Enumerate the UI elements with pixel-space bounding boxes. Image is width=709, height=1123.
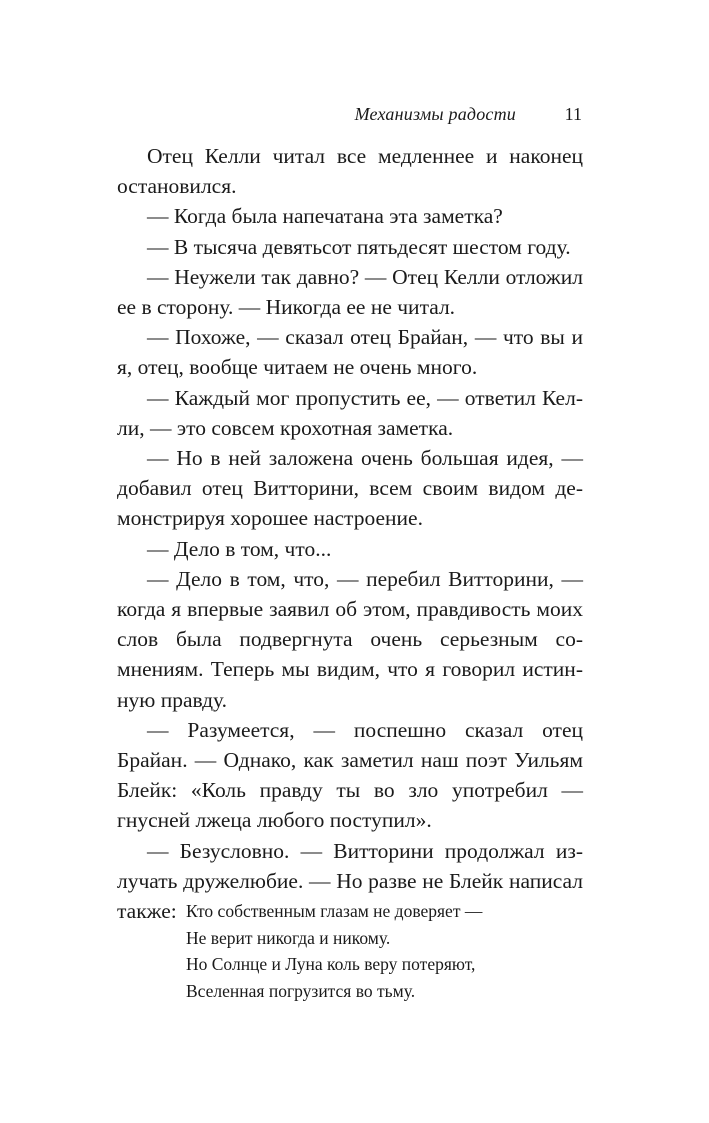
paragraph: — Неужели так давно? — Отец Келли отложил ее в сторону. — Никогда ее не читал. [117, 264, 583, 320]
paragraph: — Но в ней заложена очень большая идея, — добавил отец Витторини, всем своим видом демонстрируя хорошее настроение. [117, 446, 583, 531]
paragraph: Отец Келли читал все медленнее и наконец остановился. [117, 144, 583, 199]
poem-line: Не верит никогда и никому. [186, 927, 391, 948]
paragraph: — В тысяча девятьсот пятьдесят шестом году. [147, 234, 571, 259]
paragraph: — Разумеется, — поспешно сказал отец Брайан. — Однако, как заметил наш поэт Уильям Блейк: «Коль правду ты во зло употребил — гнусней лжеца любого поступил». [117, 717, 583, 833]
main-text [117, 141, 583, 926]
poem-line: Кто собственным глазам не доверяет — [186, 901, 483, 921]
paragraph: — Когда была напечатана эта заметка? [147, 204, 503, 229]
paragraph: — Дело в том, что... [147, 536, 332, 561]
page-header [0, 100, 709, 130]
poem-line: Вселенная погрузится во тьму. [186, 980, 416, 1001]
poem-line: Но Солнце и Луна коль веру потеряют, [186, 954, 476, 974]
paragraph: — Безусловно. — Витторини продолжал излучать дружелюбие. — Но разве не Блейк написал также: [117, 838, 583, 924]
paragraph: — Похоже, — сказал отец Брайан, — что вы и я, отец, вообще читаем не очень много. [117, 325, 583, 380]
running-title: Механизмы радости [354, 104, 516, 124]
page-number: 11 [564, 104, 582, 124]
poem-quote [186, 898, 586, 1004]
paragraph: — Дело в том, что, — перебил Витторини, — когда я впервые заявил об этом, правдивость моих слов была подвергнута очень серьезным сомнениям. Теперь мы видим, что я говорил истинную правду. [117, 566, 583, 712]
paragraph: — Каждый мог пропустить ее, — ответил Келли, — это совсем крохотная заметка. [117, 385, 583, 440]
